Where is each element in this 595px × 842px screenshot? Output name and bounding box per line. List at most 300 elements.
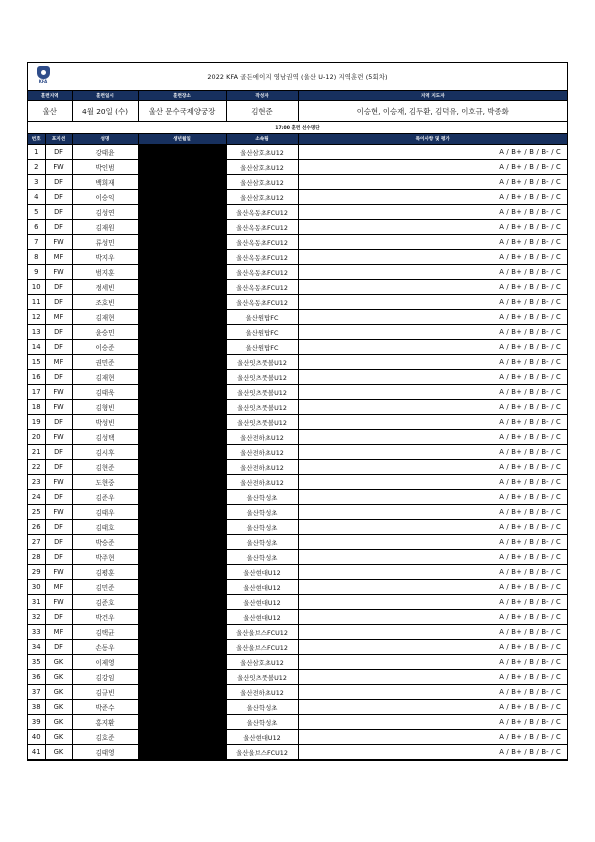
player-position: DF (45, 445, 72, 460)
player-birthdate-redacted (138, 640, 226, 655)
player-number: 37 (28, 685, 45, 700)
column-header-name: 성명 (72, 134, 138, 145)
player-birthdate-redacted (138, 685, 226, 700)
player-birthdate-redacted (138, 670, 226, 685)
player-evaluation: A / B+ / B / B- / C (298, 250, 567, 265)
player-evaluation: A / B+ / B / B- / C (298, 520, 567, 535)
player-position: DF (45, 295, 72, 310)
player-name: 권민준 (72, 355, 138, 370)
player-evaluation: A / B+ / B / B- / C (298, 385, 567, 400)
player-position: DF (45, 640, 72, 655)
player-club: 울산옥동초FCU12 (226, 280, 298, 295)
player-birthdate-redacted (138, 145, 226, 160)
player-name: 김시후 (72, 445, 138, 460)
title-bar (28, 63, 567, 91)
player-number: 41 (28, 745, 45, 760)
player-position: MF (45, 580, 72, 595)
player-birthdate-redacted (138, 700, 226, 715)
player-birthdate-redacted (138, 460, 226, 475)
player-number: 31 (28, 595, 45, 610)
player-birthdate-redacted (138, 160, 226, 175)
player-position: DF (45, 535, 72, 550)
player-evaluation: A / B+ / B / B- / C (298, 445, 567, 460)
player-position: DF (45, 220, 72, 235)
player-birthdate-redacted (138, 430, 226, 445)
player-club: 울산옥동초FCU12 (226, 265, 298, 280)
player-birthdate-redacted (138, 745, 226, 760)
player-birthdate-redacted (138, 295, 226, 310)
player-position: GK (45, 730, 72, 745)
player-name: 김형빈 (72, 400, 138, 415)
player-club: 울산잇츠풋볼U12 (226, 400, 298, 415)
player-row (28, 670, 567, 685)
player-name: 김태우 (72, 505, 138, 520)
player-number: 2 (28, 160, 45, 175)
player-row (28, 490, 567, 505)
player-club: 울산울브스FCU12 (226, 625, 298, 640)
player-position: FW (45, 430, 72, 445)
player-position: DF (45, 190, 72, 205)
column-header-remarks: 특이사항 및 평가 (298, 134, 567, 145)
kfa-logo (33, 66, 53, 87)
player-position: GK (45, 700, 72, 715)
column-header-club: 소속팀 (226, 134, 298, 145)
player-birthdate-redacted (138, 550, 226, 565)
player-evaluation: A / B+ / B / B- / C (298, 190, 567, 205)
player-name: 김태호 (72, 520, 138, 535)
player-name: 홍지환 (72, 715, 138, 730)
player-number: 13 (28, 325, 45, 340)
player-birthdate-redacted (138, 415, 226, 430)
player-number: 15 (28, 355, 45, 370)
player-position: GK (45, 670, 72, 685)
player-evaluation: A / B+ / B / B- / C (298, 310, 567, 325)
player-position: FW (45, 400, 72, 415)
player-birthdate-redacted (138, 175, 226, 190)
player-position: GK (45, 655, 72, 670)
player-row (28, 505, 567, 520)
player-evaluation: A / B+ / B / B- / C (298, 610, 567, 625)
player-row (28, 145, 567, 160)
player-row (28, 175, 567, 190)
player-position: FW (45, 505, 72, 520)
player-birthdate-redacted (138, 250, 226, 265)
info-header-region: 훈련지역 (28, 91, 72, 101)
player-name: 박성빈 (72, 415, 138, 430)
info-region: 울산 (28, 101, 72, 122)
player-row (28, 415, 567, 430)
player-row (28, 700, 567, 715)
player-name: 강태윤 (72, 145, 138, 160)
player-row (28, 355, 567, 370)
player-club: 울산원탑FC (226, 340, 298, 355)
player-position: FW (45, 265, 72, 280)
player-evaluation: A / B+ / B / B- / C (298, 580, 567, 595)
player-row (28, 160, 567, 175)
column-header-position: 포지션 (45, 134, 72, 145)
player-row (28, 190, 567, 205)
player-number: 36 (28, 670, 45, 685)
player-position: DF (45, 460, 72, 475)
player-position: FW (45, 595, 72, 610)
player-row (28, 280, 567, 295)
player-club: 울산옥동초FCU12 (226, 235, 298, 250)
player-club: 울산울브스FCU12 (226, 745, 298, 760)
player-club: 울산잇츠풋볼U12 (226, 385, 298, 400)
player-position: FW (45, 475, 72, 490)
player-position: DF (45, 280, 72, 295)
player-number: 18 (28, 400, 45, 415)
player-club: 울산옥동초FCU12 (226, 250, 298, 265)
player-number: 40 (28, 730, 45, 745)
player-name: 손동우 (72, 640, 138, 655)
player-club: 울산현대U12 (226, 580, 298, 595)
player-row (28, 250, 567, 265)
player-evaluation: A / B+ / B / B- / C (298, 220, 567, 235)
player-club: 울산잇츠풋볼U12 (226, 370, 298, 385)
player-number: 39 (28, 715, 45, 730)
player-name: 김재원 (72, 220, 138, 235)
player-club: 울산잇츠풋볼U12 (226, 415, 298, 430)
player-row (28, 475, 567, 490)
player-club: 울산전하초U12 (226, 460, 298, 475)
player-evaluation: A / B+ / B / B- / C (298, 370, 567, 385)
player-evaluation: A / B+ / B / B- / C (298, 535, 567, 550)
player-name: 박승준 (72, 535, 138, 550)
player-club: 울산전하초U12 (226, 685, 298, 700)
player-name: 박건우 (72, 610, 138, 625)
player-club: 울산울브스FCU12 (226, 640, 298, 655)
player-number: 29 (28, 565, 45, 580)
player-name: 박지우 (72, 250, 138, 265)
player-number: 35 (28, 655, 45, 670)
roster-table (28, 122, 567, 760)
player-birthdate-redacted (138, 505, 226, 520)
player-row (28, 370, 567, 385)
player-number: 32 (28, 610, 45, 625)
player-number: 10 (28, 280, 45, 295)
player-evaluation: A / B+ / B / B- / C (298, 700, 567, 715)
roster-body (28, 145, 567, 760)
player-birthdate-redacted (138, 715, 226, 730)
player-row (28, 385, 567, 400)
player-evaluation: A / B+ / B / B- / C (298, 490, 567, 505)
info-table (28, 91, 567, 122)
player-club: 울산학성초 (226, 490, 298, 505)
player-row (28, 655, 567, 670)
player-number: 24 (28, 490, 45, 505)
column-header-number: 번호 (28, 134, 45, 145)
player-birthdate-redacted (138, 370, 226, 385)
player-evaluation: A / B+ / B / B- / C (298, 595, 567, 610)
player-name: 김성택 (72, 430, 138, 445)
player-row (28, 445, 567, 460)
player-club: 울산전하초U12 (226, 445, 298, 460)
player-row (28, 460, 567, 475)
info-header-venue: 훈련장소 (138, 91, 226, 101)
player-number: 6 (28, 220, 45, 235)
player-evaluation: A / B+ / B / B- / C (298, 640, 567, 655)
player-evaluation: A / B+ / B / B- / C (298, 280, 567, 295)
player-evaluation: A / B+ / B / B- / C (298, 670, 567, 685)
player-number: 28 (28, 550, 45, 565)
player-position: DF (45, 175, 72, 190)
player-name: 김태영 (72, 745, 138, 760)
player-evaluation: A / B+ / B / B- / C (298, 460, 567, 475)
player-row (28, 610, 567, 625)
player-evaluation: A / B+ / B / B- / C (298, 475, 567, 490)
roster-header-row (28, 134, 567, 145)
kfa-logo-text: KFA (38, 79, 48, 84)
player-birthdate-redacted (138, 520, 226, 535)
player-name: 이제영 (72, 655, 138, 670)
player-birthdate-redacted (138, 730, 226, 745)
player-club: 울산원탑FC (226, 310, 298, 325)
player-birthdate-redacted (138, 595, 226, 610)
player-position: GK (45, 715, 72, 730)
player-row (28, 550, 567, 565)
player-position: DF (45, 610, 72, 625)
player-position: DF (45, 550, 72, 565)
roster-sheet (27, 62, 568, 761)
player-name: 김택균 (72, 625, 138, 640)
player-club: 울산원탑FC (226, 325, 298, 340)
player-birthdate-redacted (138, 220, 226, 235)
player-club: 울산삼호초U12 (226, 145, 298, 160)
player-number: 14 (28, 340, 45, 355)
info-header-writer: 작성자 (226, 91, 298, 101)
player-row (28, 595, 567, 610)
player-row (28, 220, 567, 235)
player-birthdate-redacted (138, 580, 226, 595)
player-evaluation: A / B+ / B / B- / C (298, 655, 567, 670)
player-row (28, 265, 567, 280)
player-club: 울산학성초 (226, 700, 298, 715)
player-birthdate-redacted (138, 565, 226, 580)
player-row (28, 430, 567, 445)
session-label: 17:00 훈련 선수명단 (28, 122, 567, 134)
player-birthdate-redacted (138, 355, 226, 370)
player-name: 김호준 (72, 730, 138, 745)
player-evaluation: A / B+ / B / B- / C (298, 745, 567, 760)
player-name: 김재현 (72, 310, 138, 325)
player-position: DF (45, 145, 72, 160)
player-name: 김성연 (72, 205, 138, 220)
player-position: DF (45, 340, 72, 355)
player-club: 울산현대U12 (226, 610, 298, 625)
player-row (28, 580, 567, 595)
player-name: 김준호 (72, 595, 138, 610)
player-birthdate-redacted (138, 400, 226, 415)
player-birthdate-redacted (138, 280, 226, 295)
player-name: 박준수 (72, 700, 138, 715)
player-position: DF (45, 370, 72, 385)
player-name: 범지훈 (72, 265, 138, 280)
player-position: FW (45, 160, 72, 175)
player-row (28, 325, 567, 340)
player-position: MF (45, 355, 72, 370)
player-position: DF (45, 415, 72, 430)
player-number: 7 (28, 235, 45, 250)
player-number: 26 (28, 520, 45, 535)
player-evaluation: A / B+ / B / B- / C (298, 565, 567, 580)
player-number: 30 (28, 580, 45, 595)
player-evaluation: A / B+ / B / B- / C (298, 625, 567, 640)
player-number: 9 (28, 265, 45, 280)
player-club: 울산삼호초U12 (226, 175, 298, 190)
player-number: 19 (28, 415, 45, 430)
player-club: 울산학성초 (226, 535, 298, 550)
player-club: 울산삼호초U12 (226, 190, 298, 205)
player-club: 울산현대U12 (226, 730, 298, 745)
player-name: 김재현 (72, 370, 138, 385)
player-row (28, 400, 567, 415)
player-evaluation: A / B+ / B / B- / C (298, 325, 567, 340)
player-evaluation: A / B+ / B / B- / C (298, 340, 567, 355)
player-evaluation: A / B+ / B / B- / C (298, 355, 567, 370)
player-number: 12 (28, 310, 45, 325)
player-club: 울산학성초 (226, 715, 298, 730)
player-evaluation: A / B+ / B / B- / C (298, 235, 567, 250)
player-club: 울산잇츠풋볼U12 (226, 670, 298, 685)
player-name: 김민준 (72, 580, 138, 595)
player-name: 류성민 (72, 235, 138, 250)
player-birthdate-redacted (138, 445, 226, 460)
player-position: GK (45, 745, 72, 760)
player-row (28, 730, 567, 745)
player-number: 38 (28, 700, 45, 715)
player-name: 정세빈 (72, 280, 138, 295)
player-name: 백희재 (72, 175, 138, 190)
player-number: 25 (28, 505, 45, 520)
player-number: 4 (28, 190, 45, 205)
player-name: 이승익 (72, 190, 138, 205)
player-position: DF (45, 490, 72, 505)
player-number: 5 (28, 205, 45, 220)
info-header-date: 훈련일시 (72, 91, 138, 101)
player-number: 20 (28, 430, 45, 445)
kfa-shield-icon (37, 66, 50, 79)
player-evaluation: A / B+ / B / B- / C (298, 295, 567, 310)
player-number: 23 (28, 475, 45, 490)
player-club: 울산전하초U12 (226, 430, 298, 445)
player-position: FW (45, 565, 72, 580)
player-number: 17 (28, 385, 45, 400)
player-evaluation: A / B+ / B / B- / C (298, 505, 567, 520)
player-name: 김준우 (72, 490, 138, 505)
player-evaluation: A / B+ / B / B- / C (298, 430, 567, 445)
player-club: 울산삼호초U12 (226, 655, 298, 670)
player-position: MF (45, 625, 72, 640)
player-position: DF (45, 205, 72, 220)
info-coaches: 이승현, 이승재, 김두환, 김덕유, 이호규, 박종화 (298, 101, 567, 122)
player-number: 8 (28, 250, 45, 265)
player-row (28, 625, 567, 640)
player-row (28, 340, 567, 355)
player-club: 울산전하초U12 (226, 475, 298, 490)
player-evaluation: A / B+ / B / B- / C (298, 730, 567, 745)
player-name: 김강임 (72, 670, 138, 685)
player-row (28, 715, 567, 730)
player-birthdate-redacted (138, 190, 226, 205)
player-name: 김태욱 (72, 385, 138, 400)
player-evaluation: A / B+ / B / B- / C (298, 205, 567, 220)
player-row (28, 310, 567, 325)
player-evaluation: A / B+ / B / B- / C (298, 415, 567, 430)
player-position: DF (45, 325, 72, 340)
player-number: 27 (28, 535, 45, 550)
player-club: 울산학성초 (226, 505, 298, 520)
player-club: 울산잇츠풋볼U12 (226, 355, 298, 370)
player-number: 21 (28, 445, 45, 460)
info-venue: 울산 문수국제양궁장 (138, 101, 226, 122)
player-name: 김규빈 (72, 685, 138, 700)
player-number: 3 (28, 175, 45, 190)
player-evaluation: A / B+ / B / B- / C (298, 145, 567, 160)
info-header-coaches: 지역 지도자 (298, 91, 567, 101)
player-position: FW (45, 235, 72, 250)
player-club: 울산옥동초FCU12 (226, 295, 298, 310)
player-number: 22 (28, 460, 45, 475)
player-birthdate-redacted (138, 385, 226, 400)
info-writer: 김현준 (226, 101, 298, 122)
player-birthdate-redacted (138, 490, 226, 505)
column-header-birthdate: 생년월일 (138, 134, 226, 145)
player-name: 윤승민 (72, 325, 138, 340)
player-name: 이승준 (72, 340, 138, 355)
player-birthdate-redacted (138, 475, 226, 490)
player-evaluation: A / B+ / B / B- / C (298, 400, 567, 415)
player-club: 울산옥동초FCU12 (226, 205, 298, 220)
player-club: 울산옥동초FCU12 (226, 220, 298, 235)
player-name: 김현준 (72, 460, 138, 475)
player-name: 김평훈 (72, 565, 138, 580)
player-row (28, 205, 567, 220)
player-club: 울산삼호초U12 (226, 160, 298, 175)
player-evaluation: A / B+ / B / B- / C (298, 175, 567, 190)
player-birthdate-redacted (138, 340, 226, 355)
player-row (28, 640, 567, 655)
player-number: 16 (28, 370, 45, 385)
player-club: 울산현대U12 (226, 565, 298, 580)
player-name: 박인범 (72, 160, 138, 175)
player-name: 박주현 (72, 550, 138, 565)
info-date: 4월 20일 (수) (72, 101, 138, 122)
player-row (28, 535, 567, 550)
player-evaluation: A / B+ / B / B- / C (298, 550, 567, 565)
player-birthdate-redacted (138, 610, 226, 625)
player-birthdate-redacted (138, 325, 226, 340)
player-position: FW (45, 385, 72, 400)
player-number: 1 (28, 145, 45, 160)
player-birthdate-redacted (138, 310, 226, 325)
player-row (28, 565, 567, 580)
player-row (28, 235, 567, 250)
player-club: 울산학성초 (226, 550, 298, 565)
player-birthdate-redacted (138, 655, 226, 670)
player-club: 울산현대U12 (226, 595, 298, 610)
player-evaluation: A / B+ / B / B- / C (298, 160, 567, 175)
player-row (28, 745, 567, 760)
player-row (28, 685, 567, 700)
player-birthdate-redacted (138, 235, 226, 250)
player-number: 11 (28, 295, 45, 310)
player-row (28, 295, 567, 310)
player-row (28, 520, 567, 535)
player-position: MF (45, 310, 72, 325)
player-number: 34 (28, 640, 45, 655)
player-birthdate-redacted (138, 535, 226, 550)
